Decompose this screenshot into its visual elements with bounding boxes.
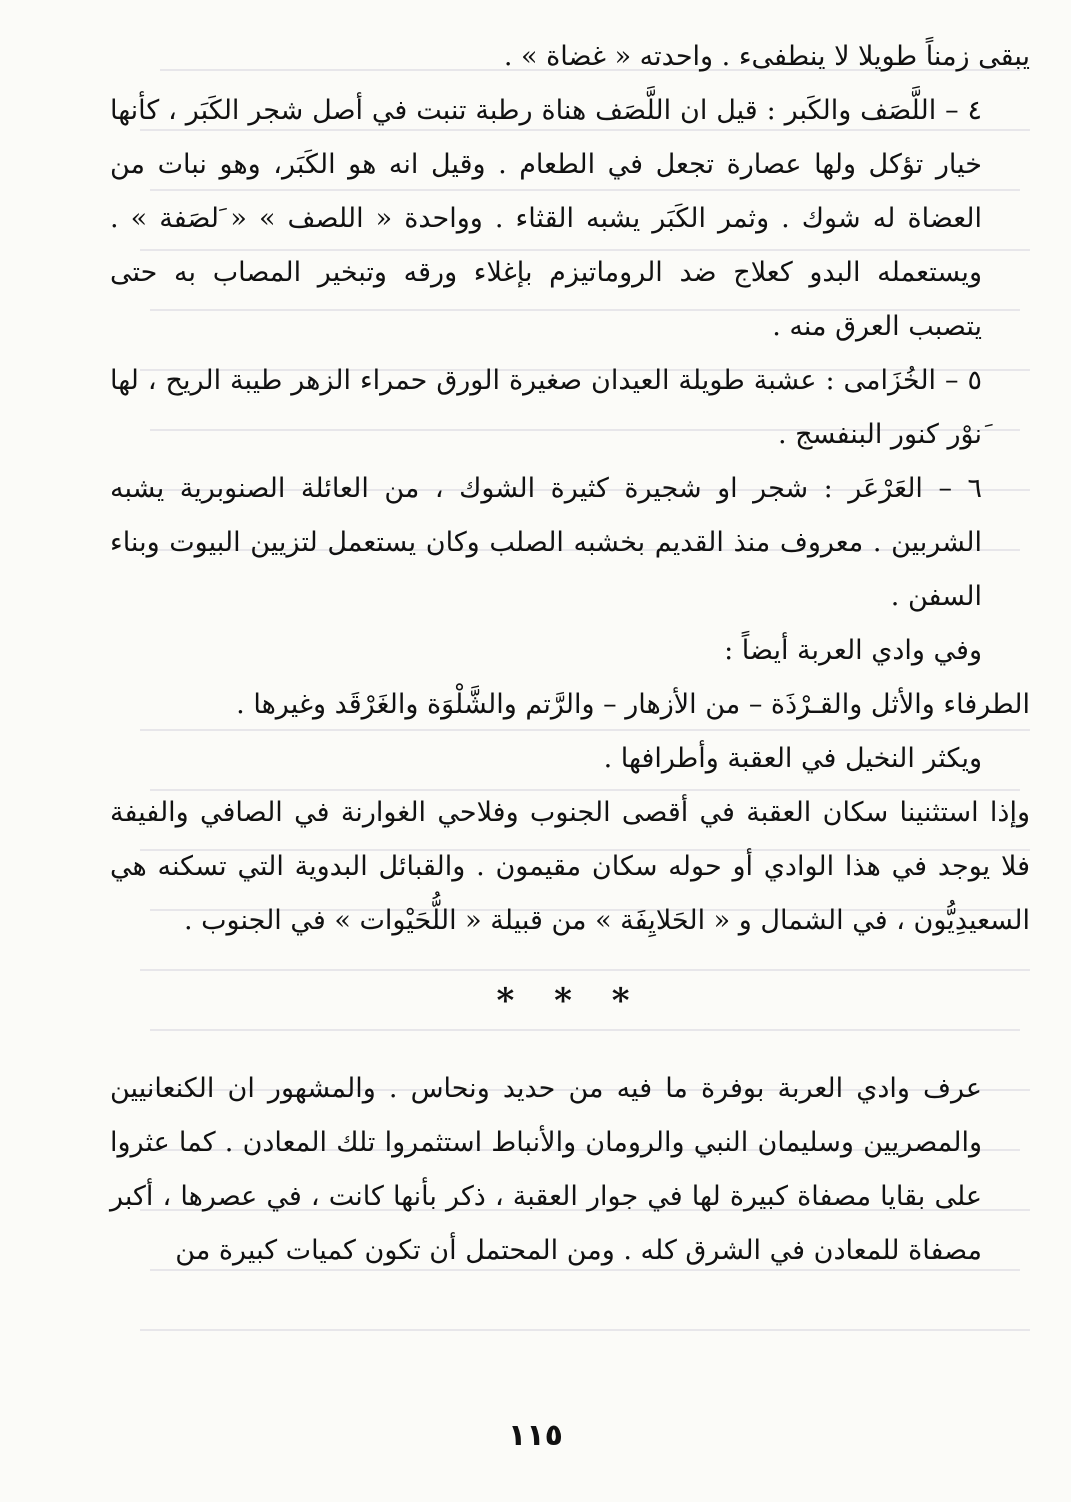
paragraph-plants-list: الطرفاء والأثل والقـرْذَة – من الأزهار – والرَّتم والشَّلْوَة والغَرْقَد وغيرها .: [236, 689, 1030, 720]
paragraph-item-5: ٥ – الخُزَامى : عشبة طويلة العيدان صغيرة الورق حمراء الزهر طيبة الريح ، لها َنوْر كنور البنفسج .: [110, 365, 982, 450]
paragraph-item-6: ٦ – العَرْعَر : شجر او شجيرة كثيرة الشوك ، من العائلة الصنوبرية يشبه الشربين . معروف منذ القديم بخشبه الصلب وكان يستعمل لتزيين البيوت وبناء السفن .: [110, 473, 982, 612]
section-separator: * * *: [496, 981, 644, 1021]
paragraph-inhabitants: وإذا استثنينا سكان العقبة في أقصى الجنوب وفلاحي الغوارنة في الصافي والفيفة فلا يوجد في هذا الوادي أو حوله سكان مقيمون . والقبائل البدوية التي تسكنه هي السعيدِيُّون ، في الشمال و « الحَلايِفَة » من قبيلة « اللُّحَيْوات » في الجنوب .: [110, 797, 1030, 936]
paragraph-continuation: يبقى زمناً طويلا لا ينطفىء . واحدته « غضاة » .: [503, 41, 1030, 72]
paragraph-item-4: ٤ – اللَّصَف والكَبر : قيل ان اللَّصَف هناة رطبة تنبت في أصل شجر الكَبَر ، كأنها خيار تؤكل ولها عصارة تجعل في الطعام . وقيل انه هو الكَبَر، وهو نبات من العضاة له شوك . وثمر الكَبَر يشبه القثاء . وواحدة « اللصف » « َلصَفة » . ويستعمله البدو كعلاج ضد الروماتيزم بإغلاء ورقه وتبخير المصاب به حتى يتصبب العرق منه .: [110, 95, 982, 342]
paragraph-also-in-wadi: وفي وادي العربة أيضاً :: [724, 635, 982, 666]
page-number: ١١٥: [508, 1418, 563, 1453]
paragraph-minerals: عرف وادي العربة بوفرة ما فيه من حديد ونحاس . والمشهور ان الكنعانيين والمصريين وسليمان النبي والرومان والأنباط استثمروا تلك المعادن . كما عثروا على بقايا مصفاة كبيرة لها في جوار العقبة ، ذكر بأنها كانت ، في عصرها ، أكبر مصفاة للمعادن في الشرق كله . ومن المحتمل أن تكون كميات كبيرة من: [110, 1073, 982, 1266]
document-page: [110, 30, 1030, 1450]
paragraph-palms: ويكثر النخيل في العقبة وأطرافها .: [603, 743, 982, 774]
